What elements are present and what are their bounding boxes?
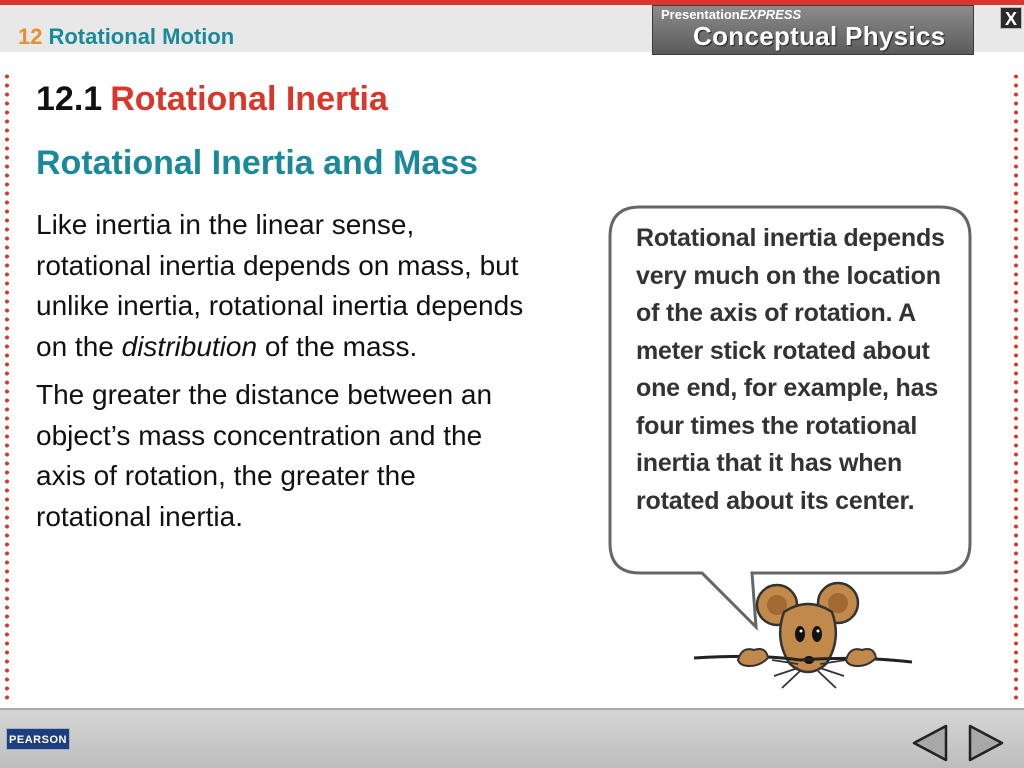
brand-express: EXPRESS <box>739 7 802 22</box>
section-number: 12.1 <box>36 80 103 118</box>
section-name: Rotational Inertia <box>110 80 388 118</box>
footer-bar <box>0 708 1024 768</box>
slide-heading: Rotational Inertia and Mass <box>36 144 479 182</box>
chapter-number: 12 <box>18 24 43 49</box>
paragraph-2: The greater the distance between an object’s mass concentration and the axis of rotation, the greater the rotational inertia. <box>36 379 493 532</box>
arrow-right-icon[interactable] <box>966 723 1006 763</box>
brand-prefix: Presentation <box>661 7 740 22</box>
paragraph-1: Like inertia in the linear sense, rotational inertia depends on mass, but unlike inertia, rotational inertia depends on the distribution of the mass. <box>36 209 524 362</box>
emphasis-distribution: distribution <box>121 330 258 362</box>
speech-bubble-text: Rotational inertia depends very much on the location of the axis of rotation. A meter stick rotated about one end, for example, has four times the rotational inertia that it has when rotated about its center. <box>636 224 945 515</box>
close-button[interactable]: X <box>1000 7 1022 29</box>
arrow-left-icon[interactable] <box>910 723 950 763</box>
chapter-title: Rotational Motion <box>48 24 235 49</box>
pearson-logo: PEARSON <box>6 728 70 750</box>
brand-title: Conceptual Physics <box>693 21 946 51</box>
